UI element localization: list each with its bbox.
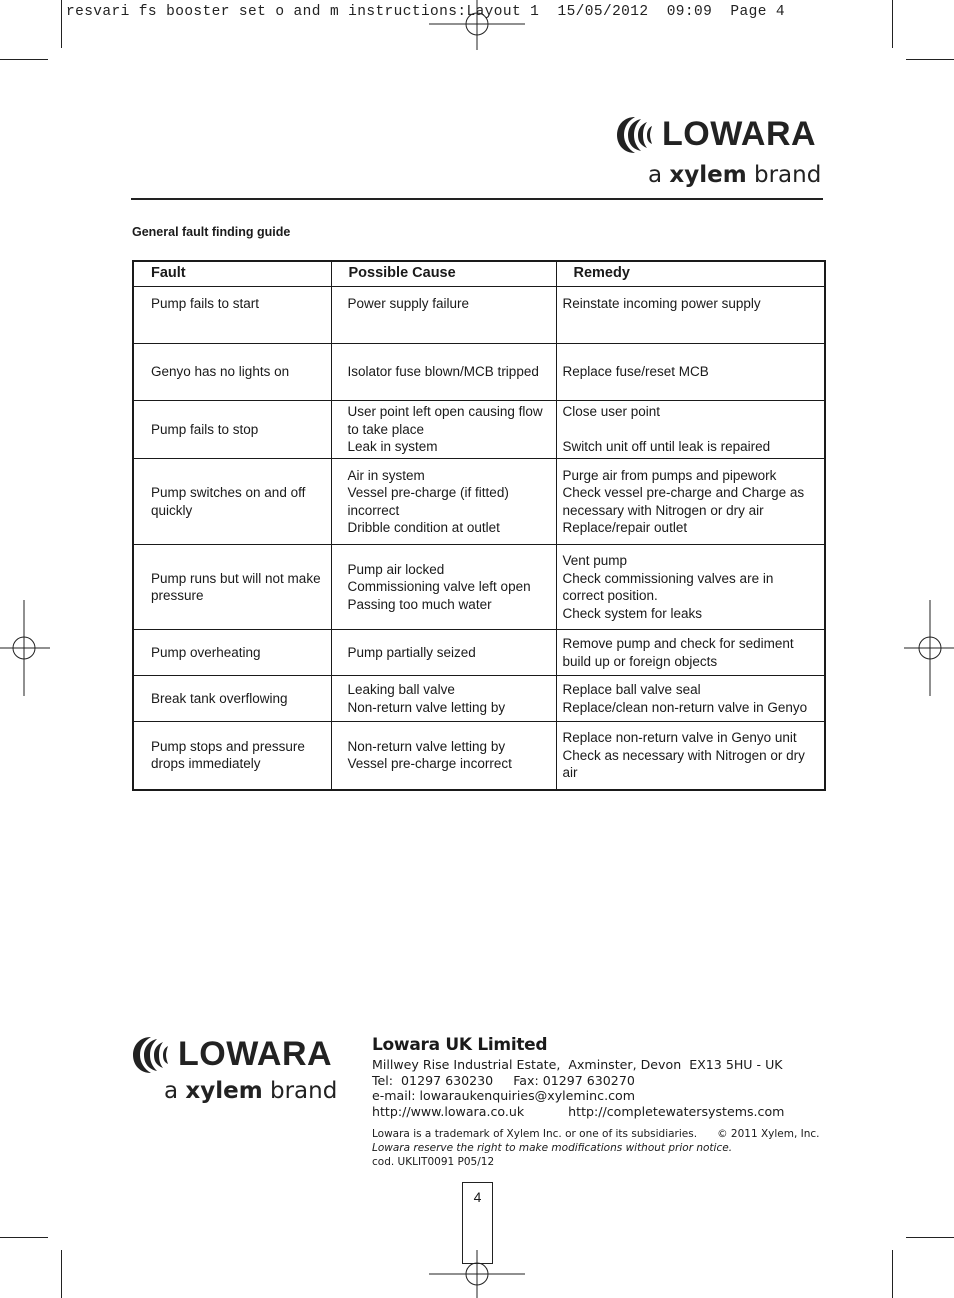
cause-cell (331, 344, 556, 401)
table-body (133, 287, 825, 790)
fault-cell (133, 459, 331, 545)
cell-text: Pump partially seized (347, 644, 476, 660)
cell-text: Remove pump and check for sediment build up or foreign objects (562, 636, 798, 669)
remedy-cell (556, 722, 825, 790)
header-rule (131, 198, 823, 200)
crop-mark (906, 1237, 954, 1238)
website-links: http://www.lowara.co.uk http://completewatersystems.com (372, 1104, 785, 1119)
printer-slug: resvari fs booster set o and m instructions:Layout 1 15/05/2012 09:09 Page 4 (66, 4, 786, 20)
remedy-cell (556, 459, 825, 545)
fault-cell (133, 676, 331, 722)
company-address: Millwey Rise Industrial Estate, Axminster, Devon EX13 5HU - UK (372, 1057, 783, 1072)
cause-cell (331, 630, 556, 676)
crop-mark (892, 1250, 893, 1298)
cell-text: Isolator fuse blown/MCB tripped (347, 364, 539, 380)
brand-tagline: a xylem brand (648, 162, 822, 188)
document-code: cod. UKLIT0091 P05/12 (372, 1156, 495, 1168)
disclaimer: Lowara reserve the right to make modifications without prior notice. (372, 1142, 733, 1154)
remedy-cell (556, 401, 825, 459)
cell-text: Replace ball valve seal (562, 682, 701, 697)
table-row (133, 722, 825, 790)
cell-text: Close user point (562, 404, 661, 420)
cell-text: Pump fails to stop (151, 421, 259, 437)
crop-mark (61, 0, 62, 48)
lowara-swirl-icon (130, 1034, 172, 1076)
cell-text: Replace/repair outlet (562, 520, 688, 535)
column-header-remedy: Remedy (556, 261, 825, 287)
remedy-cell (556, 344, 825, 401)
cause-cell (331, 459, 556, 545)
crop-mark (906, 59, 954, 60)
table-row (133, 676, 825, 722)
cell-text: Vessel pre-charge incorrect (347, 756, 512, 772)
fault-cell (133, 401, 331, 459)
cause-cell (331, 401, 556, 459)
cell-text: Commissioning valve left open (347, 579, 531, 595)
table-header-row (133, 261, 825, 287)
cell-text: Pump overheating (151, 644, 261, 660)
email-address: e-mail: lowaraukenquiries@xyleminc.com (372, 1088, 635, 1103)
crop-mark (892, 0, 893, 48)
lowara-swirl-icon (614, 114, 656, 156)
remedy-cell (556, 676, 825, 722)
cell-text: Check commissioning valves are in correct position. (562, 570, 778, 603)
column-header-cause: Possible Cause (331, 261, 556, 287)
table-row (133, 630, 825, 676)
cell-text: Replace fuse/reset MCB (562, 364, 709, 380)
company-name: Lowara UK Limited (372, 1035, 548, 1055)
lowara-logo (612, 112, 822, 192)
cell-text: Replace/clean non-return valve in Genyo (562, 699, 808, 715)
remedy-cell (556, 287, 825, 344)
cell-text: Pump air locked (347, 561, 445, 577)
fault-cell (133, 722, 331, 790)
cause-cell (331, 287, 556, 344)
cell-text: Check system for leaks (562, 605, 703, 621)
brand-name: LOWARA (178, 1035, 333, 1073)
cell-text: Dribble condition at outlet (347, 520, 500, 535)
cell-text: Air in system (347, 467, 425, 483)
crop-mark (0, 59, 48, 60)
remedy-cell (556, 545, 825, 630)
cell-text: Vent pump (562, 553, 628, 568)
cell-text: Non-return valve letting by (347, 699, 506, 715)
cell-text: Pump switches on and off quickly (151, 485, 310, 518)
fault-cell (133, 630, 331, 676)
brand-tagline: a xylem brand (164, 1078, 338, 1104)
registration-mark (429, 0, 525, 50)
cause-cell (331, 545, 556, 630)
cell-text: Leak in system (347, 439, 438, 455)
table-row (133, 287, 825, 344)
cell-text: Power supply failure (347, 296, 470, 311)
brand-name: LOWARA (662, 115, 817, 153)
cell-text: Reinstate incoming power supply (562, 296, 761, 311)
cell-text: Leaking ball valve (347, 682, 455, 697)
cell-text: Check as necessary with Nitrogen or dry air (562, 747, 809, 780)
cell-text: Replace non-return valve in Genyo unit (562, 730, 797, 745)
cell-text: Non-return valve letting by (347, 738, 506, 754)
page-number: 4 (462, 1182, 493, 1264)
cell-text: Pump stops and pressure drops immediately (151, 738, 309, 772)
registration-mark (904, 600, 954, 696)
cell-text: Pump runs but will not make pressure (151, 570, 325, 603)
table-row (133, 459, 825, 545)
fault-cell (133, 287, 331, 344)
trademark-notice: Lowara is a trademark of Xylem Inc. or one of its subsidiaries. © 2011 Xylem, Inc. (372, 1128, 820, 1140)
cause-cell (331, 722, 556, 790)
crop-mark (61, 1250, 62, 1298)
crop-mark (0, 1237, 48, 1238)
cell-text: Break tank overflowing (151, 690, 288, 706)
cell-text: Vessel pre-charge (if fitted) incorrect (347, 485, 513, 518)
cell-text: Passing too much water (347, 596, 492, 612)
cell-text: Switch unit off until leak is repaired (562, 439, 771, 455)
table-row (133, 545, 825, 630)
cell-text: Pump fails to start (151, 296, 260, 311)
cell-text: Purge air from pumps and pipework (562, 467, 777, 483)
column-header-fault: Fault (133, 261, 331, 287)
lowara-footer-logo (128, 1032, 338, 1112)
remedy-cell (556, 630, 825, 676)
cell-text (563, 421, 819, 439)
table-row (133, 401, 825, 459)
cell-text: Check vessel pre-charge and Charge as necessary with Nitrogen or dry air (562, 485, 808, 518)
cause-cell (331, 676, 556, 722)
cell-text: Genyo has no lights on (151, 364, 290, 380)
section-title: General fault finding guide (132, 225, 291, 239)
registration-mark (0, 600, 50, 696)
fault-finding-table (132, 260, 826, 791)
fault-cell (133, 545, 331, 630)
phone-fax: Tel: 01297 630230 Fax: 01297 630270 (372, 1073, 635, 1088)
cell-text: User point left open causing flow to take place (347, 404, 547, 437)
table-row (133, 344, 825, 401)
fault-cell (133, 344, 331, 401)
